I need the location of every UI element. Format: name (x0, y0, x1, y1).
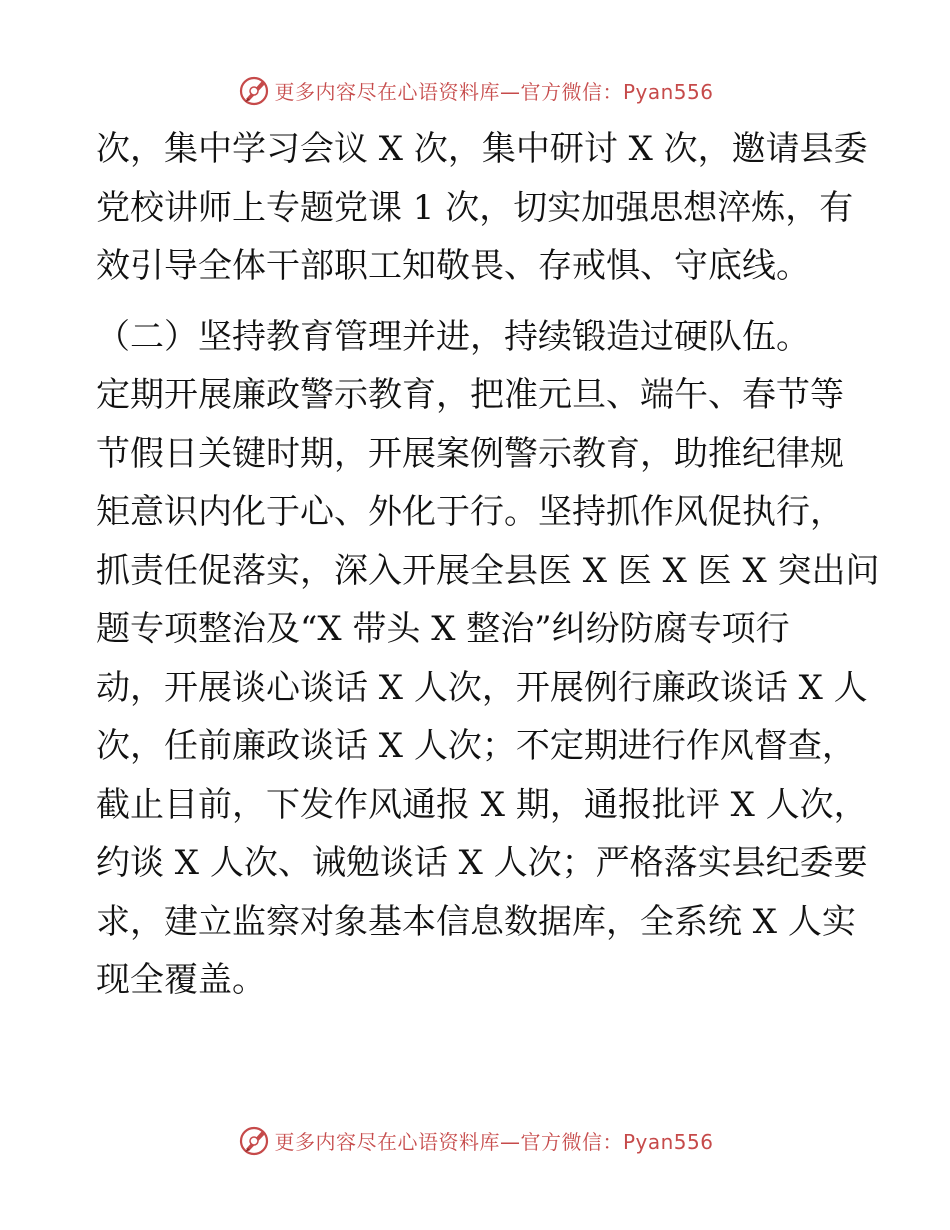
quill-pen-seal-icon (236, 1122, 272, 1158)
text-line: 节假日关键时期，开展案例警示教育，助推纪律规 (96, 433, 844, 474)
text-line: 定期开展廉政警示教育，把准元旦、端午、春节等 (96, 375, 844, 415)
watermark-text: 更多内容尽在心语资料库—官方微信：Pyan556 (274, 1129, 714, 1154)
text-line: 次，集中学习会议 X 次，集中研讨 X 次，邀请县委 (96, 129, 868, 169)
text-line: 截止目前，下发作风通报 X 期，通报批评 X 人次， (96, 784, 868, 825)
footer-watermark (0, 1120, 950, 1160)
quill-pen-seal-icon (236, 72, 272, 108)
section-heading: （二）坚持教育管理并进，持续锻造过硬队伍。 (96, 316, 810, 357)
text-line: 矩意识内化于心、外化于行。坚持抓作风促执行， (96, 492, 844, 532)
paragraph (96, 308, 880, 1010)
text-line: 次，任前廉政谈话 X 人次；不定期进行作风督查， (96, 726, 856, 766)
header-watermark (0, 70, 950, 110)
text-line: 现全覆盖。 (96, 960, 266, 1000)
text-line: 党校讲师上专题党课 1 次，切实加强思想淬炼，有 (96, 187, 854, 228)
text-line: 效引导全体干部职工知敬畏、存戒惧、守底线。 (96, 246, 810, 286)
paragraph (96, 120, 868, 296)
text-line: 约谈 X 人次、诫勉谈话 X 人次；严格落实县纪委要 (96, 843, 868, 883)
watermark-text: 更多内容尽在心语资料库—官方微信：Pyan556 (274, 79, 714, 104)
document-body (96, 120, 880, 1010)
text-line: 求，建立监察对象基本信息数据库，全系统 X 人实 (96, 901, 856, 942)
text-line: 动，开展谈心谈话 X 人次，开展例行廉政谈话 X 人 (96, 667, 868, 708)
text-line: 抓责任促落实，深入开展全县医 X 医 X 医 X 突出问 (96, 550, 880, 591)
text-line: 题专项整治及“X 带头 X 整治”纠纷防腐专项行 (96, 609, 790, 649)
